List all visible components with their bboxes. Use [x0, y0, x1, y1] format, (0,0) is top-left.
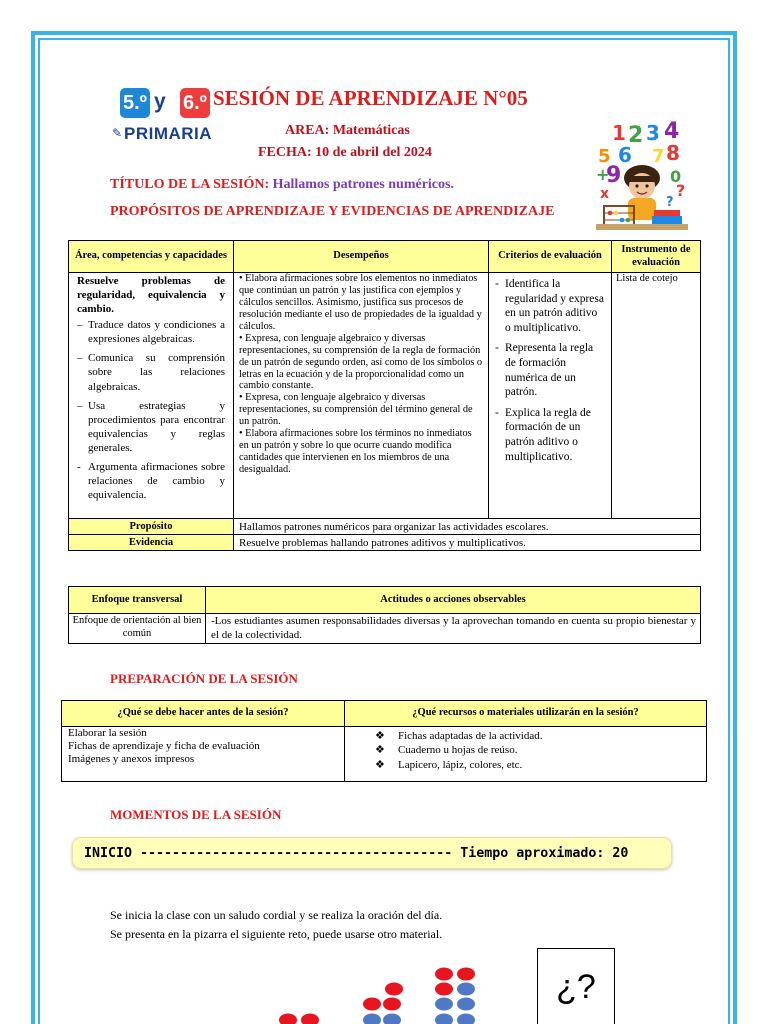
resource-item: ❖ Fichas adaptadas de la actividad.	[375, 730, 543, 742]
col-header-instrumento: Instrumento de evaluación	[612, 241, 701, 273]
illus-digit: 7	[652, 146, 665, 167]
desempeno-item: • Elabora afirmaciones sobre los términos no inmediatos en un patrón y sobre lo que ocurre cuando modifica cantidades que intervienen en los miembros de una desigualdad.	[239, 428, 472, 475]
fecha-label: FECHA:	[258, 145, 312, 160]
purposes-heading: PROPÓSITOS DE APRENDIZAJE Y EVIDENCIAS DE APRENDIZAJE	[110, 204, 555, 219]
body-paragraph: Se inicia la clase con un saludo cordial y se realiza la oración del día.	[110, 908, 443, 922]
prep-item: Elaborar la sesión	[68, 727, 147, 739]
resource-item: ❖ Lapicero, lápiz, colores, etc.	[375, 758, 523, 771]
logo-grade-5: 5.º	[120, 88, 150, 118]
pencil-icon: ✎	[112, 126, 123, 140]
logo-y: y	[154, 90, 166, 113]
illus-digit: 3	[646, 121, 660, 145]
illus-digit: 0	[670, 167, 682, 186]
page-border-left-inner	[38, 38, 40, 1024]
evidencia-value: Resuelve problemas hallando patrones aditivos y multiplicativos.	[234, 535, 701, 551]
fecha-line	[258, 145, 432, 161]
competencies-table	[68, 240, 701, 551]
desempenos-cell	[234, 273, 489, 519]
diamond-bullet-icon: ❖	[375, 758, 385, 771]
capacidad-item: – Usa estrategias y procedimientos para encontrar equivalencias y reglas generales.	[77, 399, 225, 454]
criterio-item: - Representa la regla de formación numérica de un patrón.	[495, 342, 594, 399]
page-title: SESIÓN DE APRENDIZAJE N°05	[213, 86, 528, 110]
session-prep-table	[61, 700, 707, 782]
illus-digit: 4	[664, 119, 680, 144]
illus-symbol: x	[600, 186, 610, 202]
transversal-approach-table	[68, 586, 701, 644]
counters-pattern-illustration	[270, 960, 510, 1024]
session-title-label: TÍTULO DE LA SESIÓN:	[110, 177, 270, 192]
body-paragraph: Se presenta en la pizarra el siguiente reto, puede usarse otro material.	[110, 927, 443, 941]
logo-primaria: PRIMARIA	[124, 124, 213, 143]
desempeno-item: • Elabora afirmaciones sobre los elementos no inmediatos que continúan un patrón y las justifica con ejemplos y cálculos sencillos. Asimismo, justifica sus procesos de resolución mediante el uso de propiedades de la igualdad y cálculos.	[239, 273, 482, 332]
primaria-logo	[112, 86, 212, 146]
illus-digit: 5	[598, 146, 611, 167]
diamond-bullet-icon: ❖	[375, 730, 385, 742]
area-label: AREA:	[285, 123, 330, 138]
col-header-before: ¿Qué se debe hacer antes de la sesión?	[62, 701, 345, 727]
competencies-cell	[69, 273, 234, 519]
enfoque-cell: Enfoque de orientación al bien común	[69, 614, 206, 644]
illus-digit: 1	[612, 121, 626, 145]
momentos-heading: MOMENTOS DE LA SESIÓN	[110, 807, 282, 822]
session-title-value: Hallamos patrones numéricos.	[272, 177, 454, 192]
evidencia-label: Evidencia	[69, 535, 234, 551]
area-value: Matemáticas	[332, 123, 410, 138]
session-title	[110, 177, 454, 193]
criterios-cell	[489, 273, 612, 519]
prep-item: Imágenes y anexos impresos	[68, 752, 195, 765]
capacidad-item: - Argumenta afirmaciones sobre relaciones de cambio y equivalencia.	[77, 460, 225, 502]
page-border-left	[31, 31, 35, 1024]
diamond-bullet-icon: ❖	[375, 744, 385, 757]
capacidad-item: – Comunica su comprensión sobre las relaciones algebraicas.	[77, 352, 225, 393]
competencia-title: Resuelve problemas de regularidad, equivalencia y cambio.	[77, 275, 225, 316]
criterio-item: - Explica la regla de formación de un patrón aditivo o multiplicativo.	[495, 406, 591, 463]
page-border-right-inner	[728, 38, 730, 1024]
col-header-resources: ¿Qué recursos o materiales utilizarán en la sesión?	[345, 701, 707, 727]
before-session-cell	[62, 727, 345, 782]
illus-digit: 8	[666, 141, 680, 165]
actitudes-cell: -Los estudiantes asumen responsabilidades diversas y la aprovechan tomando en cuenta su propio bienestar y el de la colectividad.	[206, 614, 701, 644]
resources-cell	[345, 727, 707, 782]
proposito-value: Hallamos patrones numéricos para organizar las actividades escolares.	[234, 519, 701, 535]
desempeno-item: • Expresa, con lenguaje algebraico y diversas representaciones, su comprensión de la regla de formación de un patrón de segundo orden, así como de los símbolos o letras en la ecuación y de la proporcionalidad como un cambio constante.	[239, 332, 483, 392]
illus-digit: 6	[618, 143, 632, 167]
page-border-top-inner	[38, 38, 730, 40]
prep-heading: PREPARACIÓN DE LA SESIÓN	[110, 671, 298, 686]
logo-grade-6: 6.º	[180, 88, 210, 118]
illus-digit: 9	[606, 163, 622, 188]
illus-symbol: ?	[676, 181, 686, 200]
question-box: ¿?	[537, 948, 615, 1024]
col-header-enfoque: Enfoque transversal	[69, 587, 206, 614]
illus-symbol: ?	[666, 195, 674, 210]
resource-item: ❖ Cuaderno u hojas de reúso.	[375, 744, 518, 757]
instrumento-cell: Lista de cotejo	[612, 273, 701, 519]
col-header-area: Área, competencias y capacidades	[69, 241, 234, 273]
page-border-top	[31, 31, 737, 35]
desempeno-item: • Expresa, con lenguaje algebraico y diversas representaciones, su comprensión del término general de un patrón.	[239, 392, 473, 428]
illus-symbol: +	[596, 165, 610, 184]
inicio-time-bar: INICIO --------------------------------------- Tiempo aproximado: 20	[72, 837, 672, 869]
col-header-criterios: Criterios de evaluación	[489, 241, 612, 273]
col-header-actitudes: Actitudes o acciones observables	[206, 587, 701, 614]
capacidad-item: – Traduce datos y condiciones a expresiones algebraicas.	[77, 319, 225, 346]
area-line	[285, 123, 410, 139]
prep-item: Fichas de aprendizaje y ficha de evaluación	[68, 739, 260, 752]
criterio-item: - Identifica la regularidad y expresa en un patrón aditivo o multiplicativo.	[495, 278, 604, 334]
page-border-right	[733, 31, 737, 1024]
illus-digit: 2	[628, 123, 644, 148]
fecha-value: 10 de abril del 2024	[315, 145, 432, 160]
col-header-desempenos: Desempeños	[234, 241, 489, 273]
proposito-label: Propósito	[69, 519, 234, 535]
student-numbers-illustration	[596, 118, 688, 230]
